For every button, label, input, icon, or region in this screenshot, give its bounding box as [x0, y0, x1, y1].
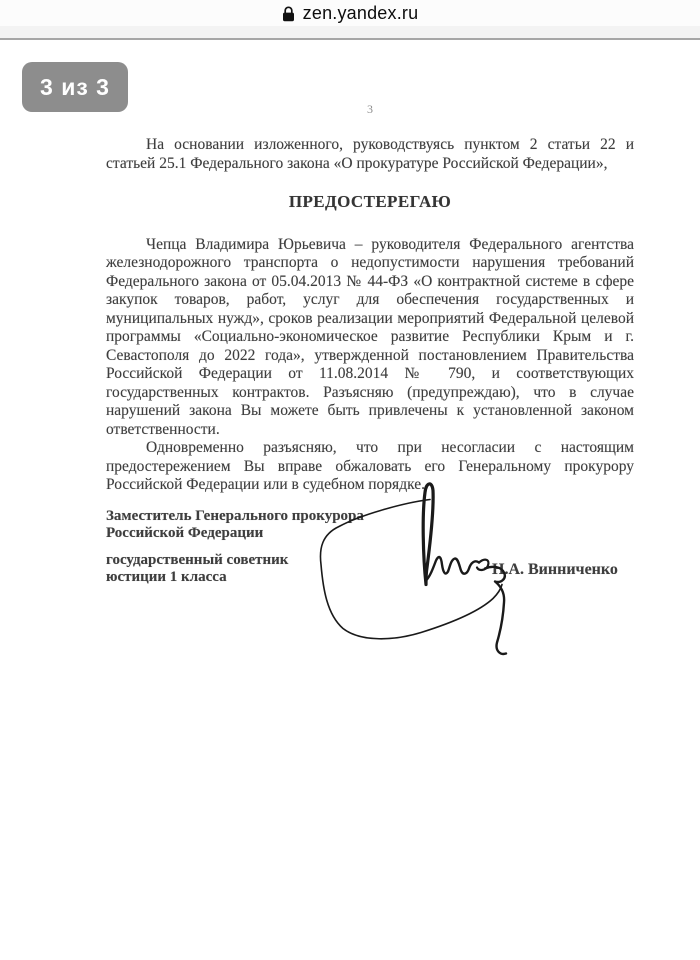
document-appeal-paragraph: Одновременно разъясняю, что при несогласии с настоящим предостережением Вы вправе обжаловать его Генеральному прокурору Российской Федерации или в судебном порядке. [106, 439, 634, 493]
browser-address-bar[interactable] [0, 0, 700, 26]
document-main-paragraph: Чепца Владимира Юрьевича – руководителя Федерального агентства железнодорожного транспорта о недопустимости нарушения требований Федерального закона от 05.04.2013 № 44-ФЗ «О контрактной системе в сфере закупок товаров, работ, услуг для обеспечения государственных и муниципальных нужд», сроков реализации мероприятий Федеральной целевой программы «Социально-экономическое развитие Республики Крым и г. Севастополя до 2022 года», утвержденной постановлением Правительства Российской Федерации от 11.08.2014 № 790, и соответствующих государственных контрактов. Разъясняю (предупреждаю), что в случае нарушений закона Вы можете быть привлечены к установленной законом ответственности. [106, 235, 634, 438]
signatory-rank-line1: государственный советник [106, 552, 289, 568]
signatory-rank [106, 552, 288, 585]
document-page-number: 3 [367, 102, 373, 116]
browser-toolbar-strip [0, 26, 700, 40]
signatory-name: Н.А. Винниченко [492, 561, 618, 578]
scanned-document-image[interactable] [106, 100, 634, 720]
signatory-rank-line2: юстиции 1 класса [106, 568, 227, 585]
signatory-position-line1: Заместитель Генерального прокурора [106, 508, 364, 524]
document-heading: ПРЕДОСТЕРЕГАЮ [288, 192, 452, 211]
document-intro-paragraph: На основании изложенного, руководствуясь пунктом 2 статьи 22 и статьей 25.1 Федерального закона «О прокуратуре Российской Федерации», [106, 136, 634, 172]
lock-icon [282, 5, 295, 22]
url-text: zen.yandex.ru [302, 2, 419, 23]
signatory-position-line2: Российской Федерации [106, 524, 264, 541]
page-counter-label: 3 из 3 [40, 73, 110, 100]
